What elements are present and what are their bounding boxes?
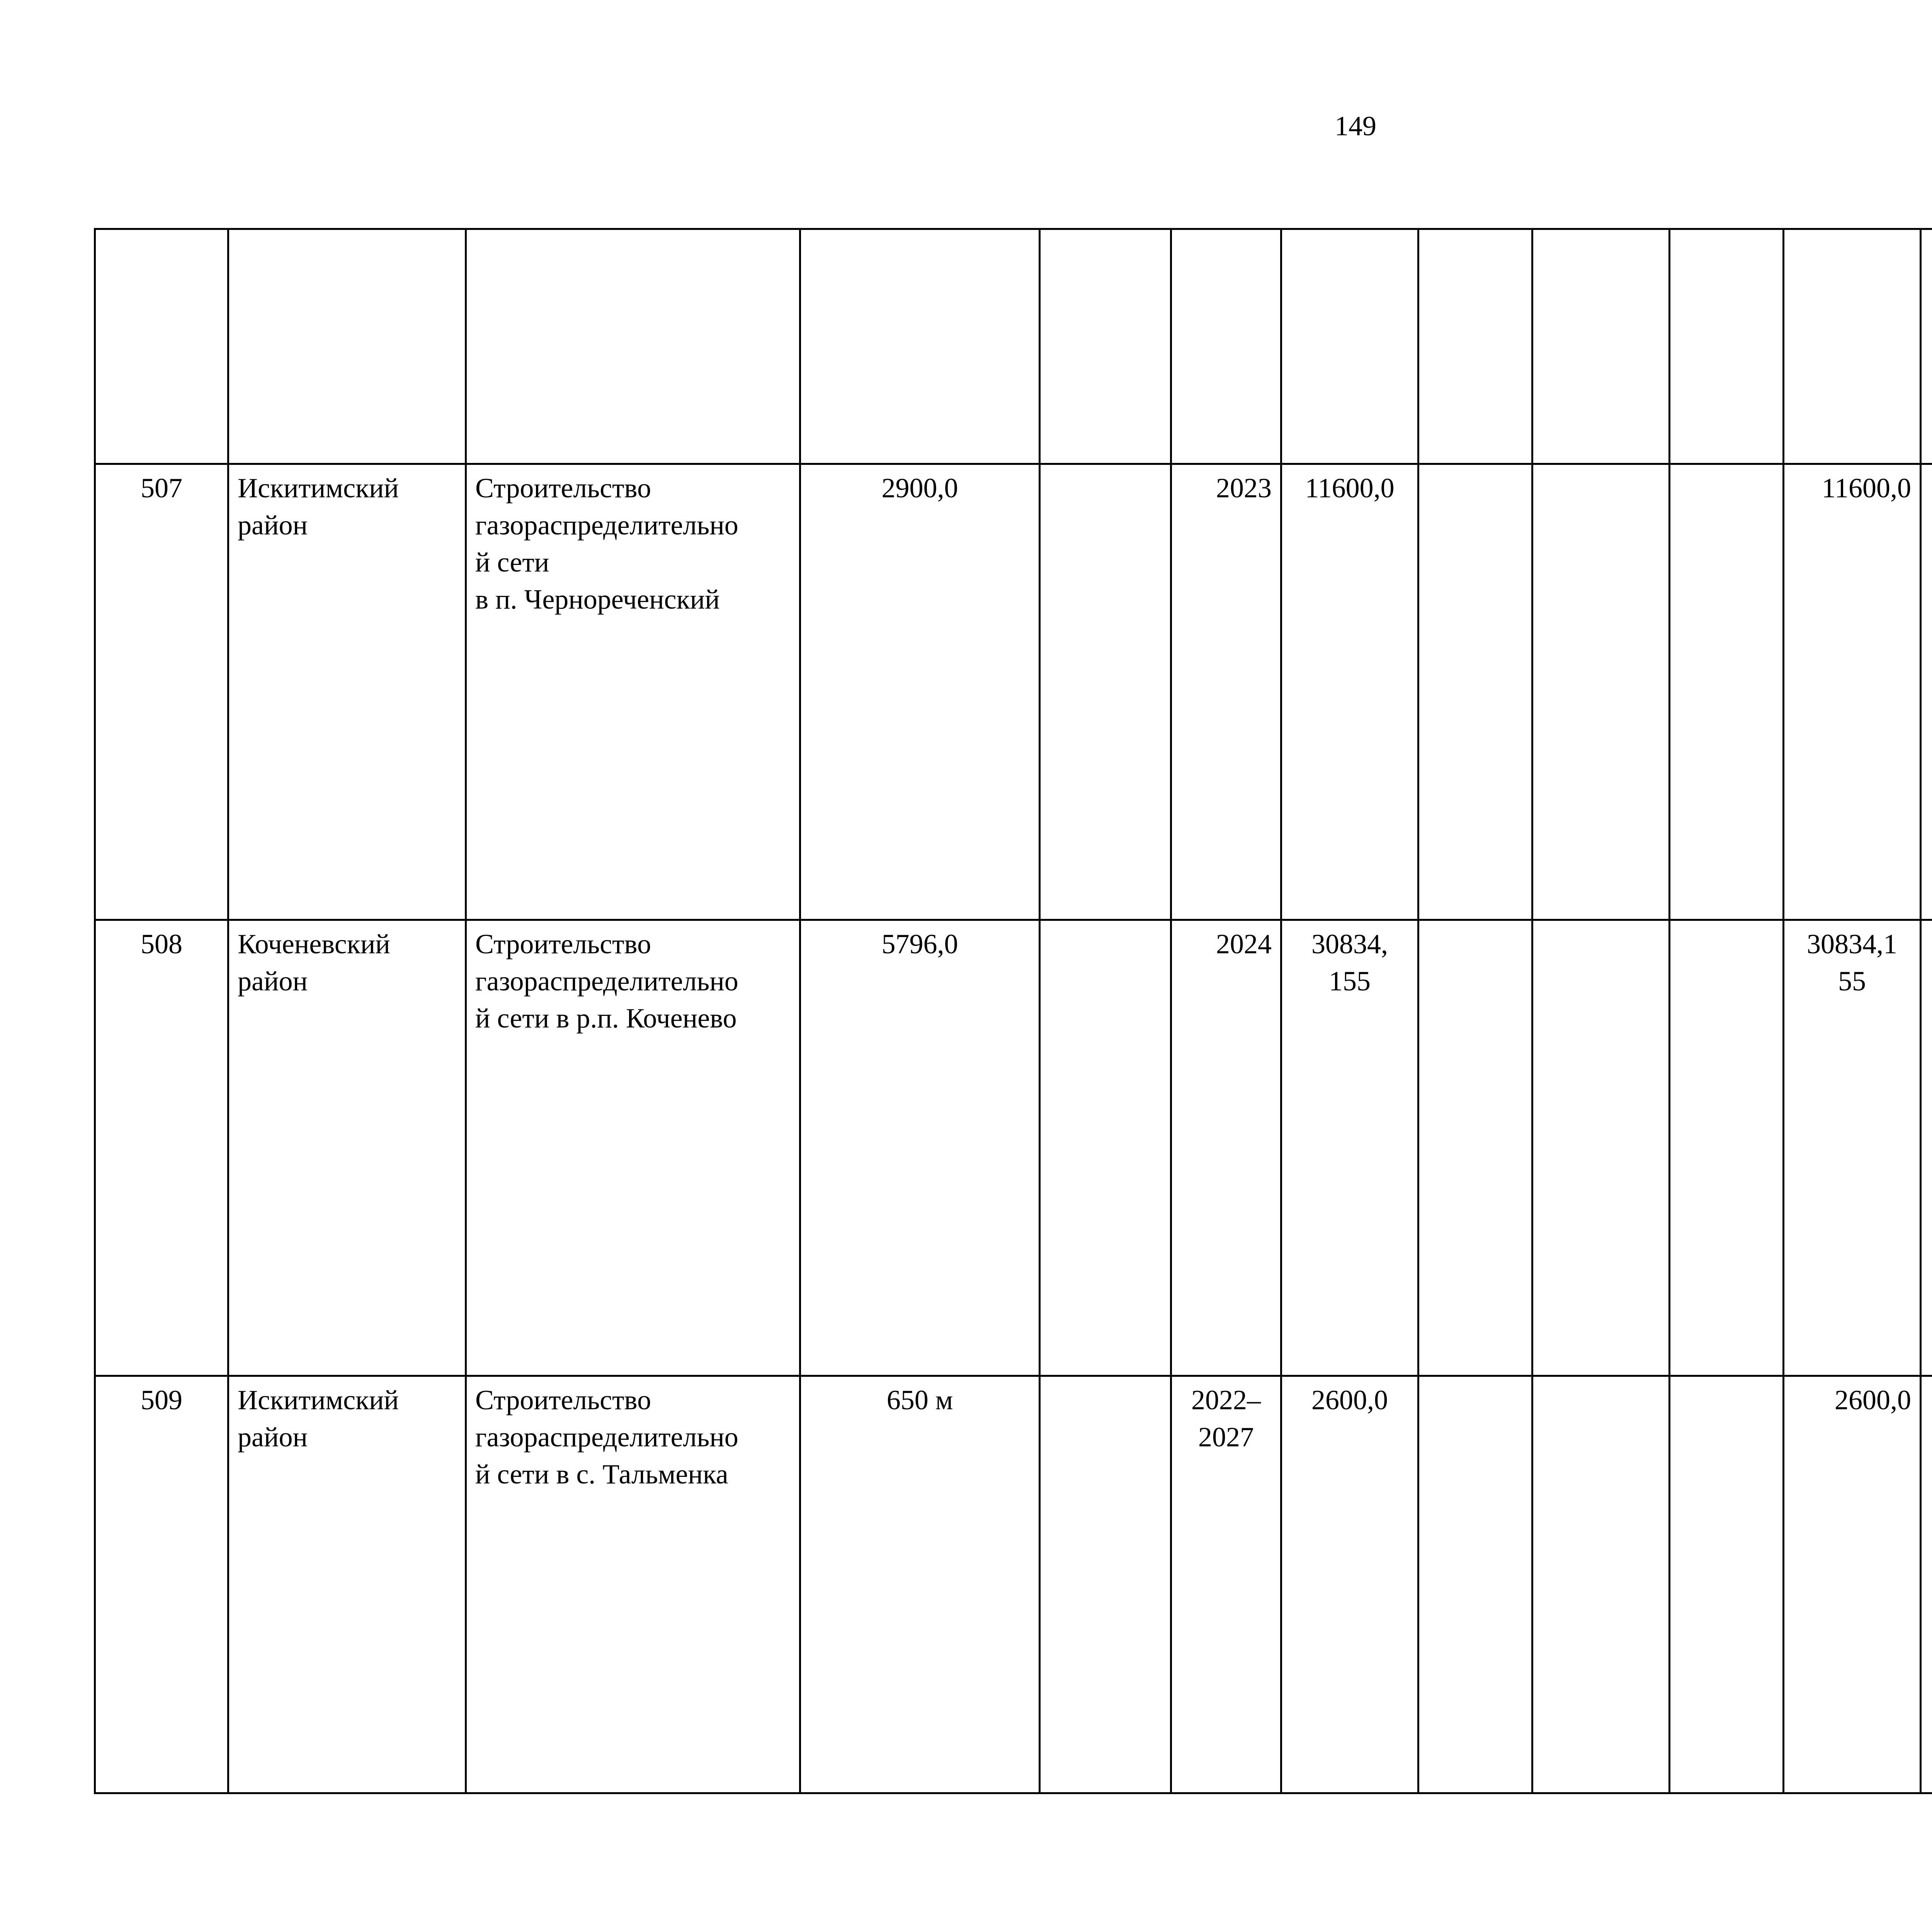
cell-total: 11600,0 [1281,464,1418,920]
cell-col5 [1040,1376,1171,1793]
cell-capacity [800,229,1040,464]
cell-num [95,229,228,464]
cell-district: Искитимский район [228,1376,466,1793]
cell-object: Строительство газораспределительно й сети в р.п. Коченево [466,920,800,1376]
table-row [95,464,1932,920]
cell-col11: 2600,0 [1784,1376,1921,1793]
cell-col8 [1418,1376,1532,1793]
cell-col5 [1040,920,1171,1376]
cell-object [466,229,800,464]
cell-num: 507 [95,464,228,920]
page-number: 149 [1335,111,1376,141]
cell-col10 [1670,1376,1784,1793]
cell-capacity: 5796,0 [800,920,1040,1376]
cell-col5 [1040,464,1171,920]
cell-capacity: 2900,0 [800,464,1040,920]
cell-col5 [1040,229,1171,464]
cell-district [228,229,466,464]
cell-col9 [1532,920,1670,1376]
cell-years: 2024 [1171,920,1281,1376]
cell-col10 [1670,229,1784,464]
table-row [95,920,1932,1376]
cell-executor [1921,1376,1932,1793]
cell-col8 [1418,920,1532,1376]
cell-col10 [1670,464,1784,920]
cell-col11: 30834,1 55 [1784,920,1921,1376]
cell-object: Строительство газораспределительно й сети в п. Чернореченский [466,464,800,920]
cell-num: 509 [95,1376,228,1793]
cell-num: 508 [95,920,228,1376]
objects-table [94,228,1932,1794]
cell-total: 30834, 155 [1281,920,1418,1376]
cell-col10 [1670,920,1784,1376]
cell-years: 2023 [1171,464,1281,920]
cell-executor [1921,920,1932,1376]
cell-col11: 11600,0 [1784,464,1921,920]
cell-total [1281,229,1418,464]
cell-executor [1921,229,1932,464]
cell-object: Строительство газораспределительно й сети в с. Тальменка [466,1376,800,1793]
cell-total: 2600,0 [1281,1376,1418,1793]
cell-executor [1921,464,1932,920]
table-row-continuation [95,229,1932,464]
cell-years: 2022– 2027 [1171,1376,1281,1793]
cell-col11 [1784,229,1921,464]
cell-capacity: 650 м [800,1376,1040,1793]
cell-district: Искитимский район [228,464,466,920]
cell-col9 [1532,464,1670,920]
cell-col9 [1532,229,1670,464]
cell-col8 [1418,464,1532,920]
cell-col8 [1418,229,1532,464]
cell-col9 [1532,1376,1670,1793]
cell-district: Коченевский район [228,920,466,1376]
table-row [95,1376,1932,1793]
cell-years [1171,229,1281,464]
